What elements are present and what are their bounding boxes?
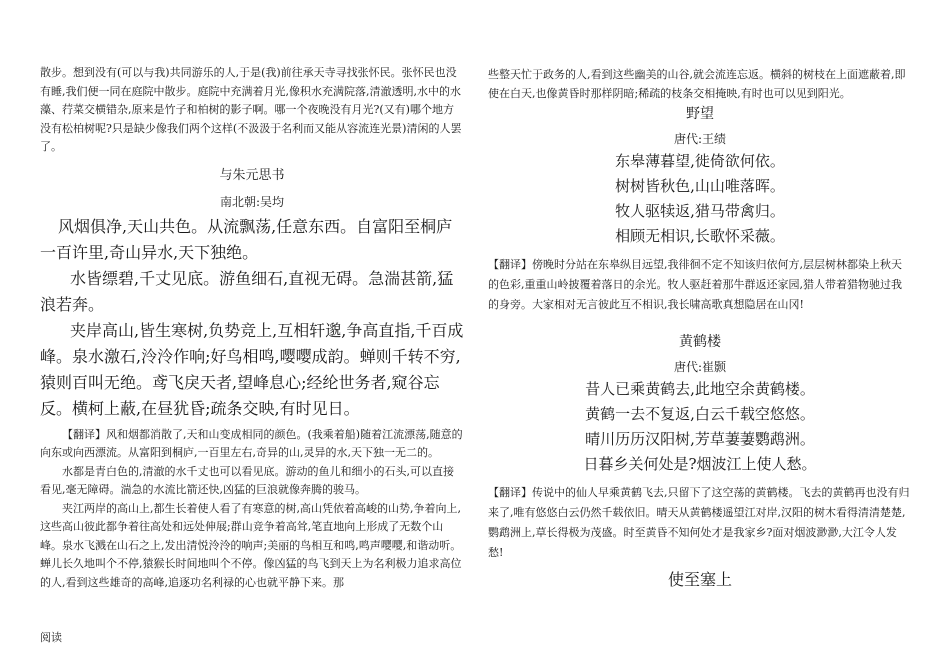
poem-paragraph: 夹岸高山,皆生寒树,负势竞上,互相轩邈,争高直指,千百成峰。泉水激石,泠泠作响;好鸟相鸣,嘤嘤成韵。蝉则千转不穷,猿则百叫无绝。鸢飞戾天者,望峰息心;经纶世务者,窥谷忘反。横柯上蔽,在昼犹昏;疏条交映,有时见日。 (40, 320, 464, 418)
translation-paragraph: 水都是青白色的,清澈的水千丈也可以看见底。游动的鱼儿和细小的石头,可以直接看见,毫无障碍。湍急的水流比箭还快,凶猛的巨浪就像奔腾的骏马。 (40, 464, 454, 496)
verse-line: 晴川历历汉阳树,芳草萋萋鹦鹉洲。 (585, 430, 815, 448)
poem-author-wang-ji: 唐代:王绩 (673, 132, 727, 146)
poem-title-yu-zhu-yuan-si-shu: 与朱元思书 (219, 167, 285, 183)
poem-title-shi-zhi-sai-shang: 使至塞上 (667, 570, 732, 589)
poem-author-cui-hao: 唐代:崔颢 (673, 360, 727, 374)
poem-author-wu-jun: 南北朝:吴均 (219, 194, 285, 209)
poem-title-ye-wang: 野望 (686, 106, 714, 122)
poem-verses-huang-he-lou (488, 377, 912, 477)
poem-verses-ye-wang (488, 149, 912, 249)
poem-paragraph: 水皆缥碧,千丈见底。游鱼细石,直视无碍。急湍甚箭,猛浪若奔。 (40, 268, 454, 314)
left-column (40, 64, 464, 592)
verse-line: 树树皆秋色,山山唯落晖。 (615, 177, 785, 195)
verse-line: 日暮乡关何处是?烟波江上使人愁。 (583, 455, 817, 473)
translation-paragraph: 【翻译】风和烟都消散了,天和山变成相同的颜色。(我乘着船)随着江流漂荡,随意的向东或向西漂流。从富阳到桐庐,一百里左右,奇异的山,灵异的水,天下独一无二的。 (40, 427, 463, 459)
poem-body (40, 214, 464, 422)
verse-line: 牧人驱犊返,猎马带禽归。 (615, 202, 785, 220)
verse-line: 相顾无相识,长歌怀采薇。 (615, 227, 785, 245)
translation-block (40, 426, 464, 593)
verse-line: 黄鹤一去不复返,白云千载空悠悠。 (585, 405, 815, 423)
translation-ye-wang: 【翻译】傍晚时分站在东皋纵目远望,我徘徊不定不知该归依何方,层层树林都染上秋天的色彩,重重山岭披覆着落日的余光。牧人驱赶着那牛群返还家园,猎人带着猎物驰过我的身旁。大家相对无言彼此互不相识,我长啸高歌真想隐居在山冈! (488, 258, 902, 311)
right-column (488, 66, 912, 591)
footer-label: 阅读 (40, 631, 62, 644)
verse-line: 东皋薄暮望,徙倚欲何依。 (615, 152, 785, 170)
right-intro-paragraph: 些整天忙于政务的人,看到这些幽美的山谷,就会流连忘返。横斜的树枝在上面遮蔽着,即使在白天,也像黄昏时那样阴暗;稀疏的枝条交相掩映,有时也可以见到阳光。 (488, 68, 906, 100)
translation-paragraph: 夹江两岸的高山上,都生长着使人看了有寒意的树,高山凭依着高峻的山势,争着向上,这些高山彼此都争着往高处和远处伸展;群山竞争着高耸,笔直地向上形成了无数个山峰。泉水飞溅在山石之上,发出清悦泠泠的响声;美丽的鸟相互和鸣,鸣声嘤嘤,和谐动听。蝉儿长久地叫个不停,猿猴长时间地叫个不停。像凶猛的鸟飞到天上为名利极力追求高位的人,看到这些雄奇的高峰,追逐功名利禄的心也就平静下来。那 (40, 501, 462, 589)
left-intro-paragraph: 散步。想到没有(可以与我)共同游乐的人,于是(我)前往承天寺寻找张怀民。张怀民也没有睡,我们便一同在庭院中散步。庭院中充满着月光,像积水充满院落,清澈透明,水中的水藻、荇菜交横错杂,原来是竹子和柏树的影子啊。哪一个夜晚没有月光?(又有)哪个地方没有松柏树呢?只是缺少像我们两个这样(不汲汲于名利而又能从容流连光景)清闲的人罢了。 (40, 66, 462, 153)
poem-title-huang-he-lou: 黄鹤楼 (679, 334, 721, 350)
poem-paragraph: 风烟俱净,天山共色。从流飘荡,任意东西。自富阳至桐庐一百许里,奇山异水,天下独绝。 (40, 216, 453, 262)
translation-huang-he-lou: 【翻译】传说中的仙人早乘黄鹤飞去,只留下了这空荡的黄鹤楼。飞去的黄鹤再也没有归来了,唯有悠悠白云仍然千载依旧。晴天从黄鹤楼遥望江对岸,汉阳的树木看得清清楚楚,鹦鹉洲上,草长得极为茂盛。时至黄昏不知何处才是我家乡?面对烟波渺渺,大江令人发愁! (488, 486, 910, 559)
verse-line: 昔人已乘黄鹤去,此地空余黄鹤楼。 (585, 380, 815, 398)
